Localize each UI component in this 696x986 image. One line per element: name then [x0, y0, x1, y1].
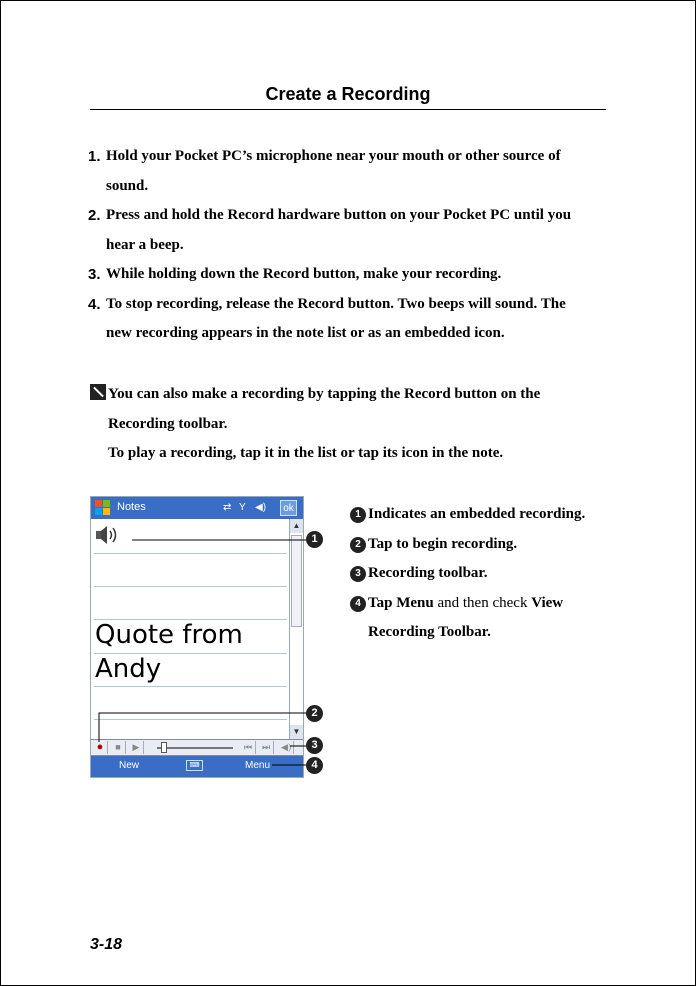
step-item-cont: hear a beep.: [106, 236, 184, 253]
callout-badge-3: 3: [306, 737, 323, 754]
toolbar-volume-icon[interactable]: ◀): [279, 741, 294, 754]
step-item: 1. Hold your Pocket PC’s microphone near your mouth or other source of: [88, 148, 561, 165]
note-text-line: Andy: [95, 654, 162, 684]
menu-button[interactable]: Menu: [245, 760, 271, 771]
step-item: 4. To stop recording, release the Record button. Two beeps will sound. The: [88, 295, 566, 313]
page-title: Create a Recording: [265, 84, 431, 104]
step-item: 3. While holding down the Record button, make your recording.: [88, 266, 502, 283]
connectivity-icon[interactable]: ⇄: [223, 502, 232, 513]
signal-icon[interactable]: Y: [239, 502, 246, 513]
record-icon[interactable]: ●: [93, 741, 108, 754]
step-item: 2. Press and hold the Record hardware button on your Pocket PC until you: [88, 207, 572, 224]
callout-legend: [350, 500, 640, 648]
note-text-line: Quote from: [95, 620, 243, 650]
new-button[interactable]: New: [119, 760, 140, 771]
legend-item-cont: Recording Toolbar.: [368, 624, 491, 640]
skip-forward-icon[interactable]: ⏭: [259, 741, 274, 754]
callout-badge-2: 2: [306, 705, 323, 722]
keyboard-icon[interactable]: ⌨: [186, 760, 203, 771]
note-line: Recording toolbar.: [108, 415, 228, 432]
page-number: 3-18: [90, 936, 123, 953]
app-title: Notes: [117, 501, 146, 513]
note-line: You can also make a recording by tapping the Record button on the: [90, 380, 610, 410]
legend-item: 3 Recording toolbar.: [350, 559, 640, 589]
legend-item: 4 Tap Menu and then check View: [350, 589, 640, 619]
ok-button[interactable]: ok: [280, 500, 297, 516]
play-icon[interactable]: ▶: [129, 741, 144, 754]
callout-badge-1: 1: [306, 531, 323, 548]
callout-badge-4: 4: [306, 757, 323, 774]
note-line: To play a recording, tap it in the list or tap its icon in the note.: [108, 445, 504, 461]
legend-item: 2 Tap to begin recording.: [350, 530, 640, 560]
legend-item: 1 Indicates an embedded recording.: [350, 500, 640, 530]
scroll-down-icon[interactable]: ▼: [290, 725, 303, 739]
step-item-cont: sound.: [106, 177, 149, 194]
skip-back-icon[interactable]: ⏮: [241, 741, 256, 754]
scroll-up-icon[interactable]: ▲: [290, 519, 303, 533]
stop-icon[interactable]: ■: [111, 741, 126, 754]
step-item-cont: new recording appears in the note list or as an embedded icon.: [106, 325, 505, 341]
volume-icon[interactable]: ◀): [255, 502, 267, 513]
